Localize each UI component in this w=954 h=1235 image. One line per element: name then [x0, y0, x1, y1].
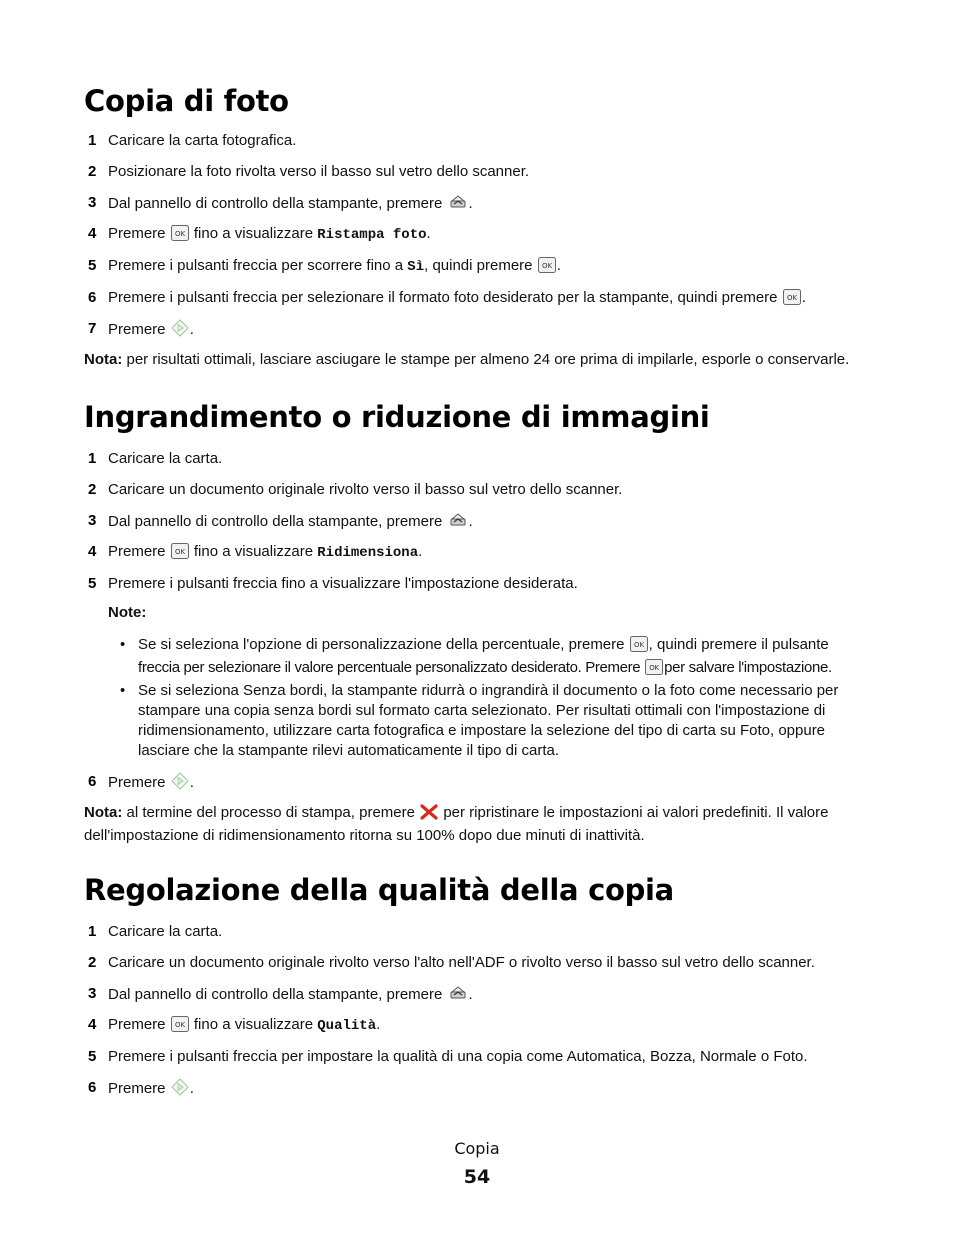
ok-button-icon [783, 289, 801, 311]
step-number: 4 [88, 1016, 97, 1033]
start-icon [171, 772, 189, 796]
section-title-copia-di-foto: Copia di foto [84, 84, 289, 118]
copy-icon [448, 984, 468, 1008]
step-number: 2 [88, 163, 97, 180]
ok-button-icon [645, 659, 663, 681]
step-number: 1 [88, 923, 97, 940]
step-number: 4 [88, 543, 97, 560]
svg-text:OK: OK [174, 230, 185, 238]
step-text: Premere i pulsanti freccia per scorrere fino a [108, 257, 404, 274]
step-text-end: . [426, 225, 431, 242]
step-text: Premere [108, 321, 166, 338]
step-text: Caricare la carta. [108, 923, 223, 940]
note [84, 803, 884, 846]
copy-icon [448, 193, 468, 217]
step-text: fino a visualizzare [193, 543, 314, 560]
bullet-text: Se si seleziona Senza bordi, la stampante ridurrà o ingrandirà il documento o la foto come necessario per stampare una copia senza bordi sul formato carta selezionato. Per risultati ottimali con l'impostazione di ridimensionamento, utilizzare carta fotografica e impostare la selezione del tipo di carta su Foto, oppure lasciare che la stampante rilevi automaticamente il tipo di carta. [138, 682, 839, 759]
footer-chapter-label: Copia [454, 1139, 500, 1158]
ok-button-icon [630, 636, 648, 658]
note-heading: Note: [108, 604, 147, 621]
step-text: Premere [108, 1016, 166, 1033]
step-text-end: . [468, 195, 473, 212]
start-icon [171, 319, 189, 343]
step-text: Premere i pulsanti freccia per impostare la qualità di una copia come Automatica, Bozza, Normale o Foto. [108, 1048, 808, 1065]
step-number: 5 [88, 257, 97, 274]
note-label: Nota: [84, 804, 123, 821]
step-text-end: . [418, 543, 423, 560]
display-text: Ristampa foto [317, 227, 427, 243]
step-text-end: . [376, 1016, 381, 1033]
bullet-text: Se si seleziona l'opzione di personalizzazione della percentuale, premere [138, 636, 625, 653]
step-text-end: . [468, 513, 473, 530]
section-title-ingrandimento: Ingrandimento o riduzione di immagini [84, 400, 710, 434]
step-text-end: . [801, 289, 806, 306]
display-text: Sì [407, 259, 425, 275]
step-number: 6 [88, 773, 97, 790]
bullet-dot: • [120, 636, 126, 653]
step-text: Premere [108, 543, 166, 560]
step-text-end: . [189, 321, 194, 338]
step-number: 6 [88, 1079, 97, 1096]
step-text: Dal pannello di controllo della stampante, premere [108, 513, 443, 530]
step-text: Caricare la carta. [108, 450, 223, 467]
step-number: 1 [88, 132, 97, 149]
bullet-dot: • [120, 682, 126, 699]
note [84, 350, 884, 370]
step-number: 4 [88, 225, 97, 242]
step-text: Caricare un documento originale rivolto verso l'alto nell'ADF o rivolto verso il basso sul vetro dello scanner. [108, 954, 815, 971]
svg-text:OK: OK [786, 294, 797, 302]
step-text: Premere [108, 1080, 166, 1097]
step-text-end: . [189, 774, 194, 791]
step-number: 5 [88, 1048, 97, 1065]
step-text: Premere i pulsanti freccia per selezionare il formato foto desiderato per la stampante, quindi premere [108, 289, 778, 306]
bullet-text: per salvare l'impostazione. [664, 659, 832, 676]
step-number: 3 [88, 985, 97, 1002]
bullet-text: , quindi premere il pulsante [648, 636, 829, 653]
step-text: Premere [108, 774, 166, 791]
note-text: per risultati ottimali, lasciare asciugare le stampe per almeno 24 ore prima di impilarle, esporle o conservarle. [126, 351, 850, 368]
section-title-regolazione-qualita: Regolazione della qualità della copia [84, 873, 674, 907]
step-text: Dal pannello di controllo della stampante, premere [108, 195, 443, 212]
start-icon [171, 1078, 189, 1102]
ok-button-icon [538, 257, 556, 279]
step-text-end: . [468, 986, 473, 1003]
bullet-text: freccia per selezionare il valore percentuale personalizzato desiderato. Premere [138, 659, 641, 676]
step-number: 5 [88, 575, 97, 592]
note-text: al termine del processo di stampa, premere [126, 804, 415, 821]
step-number: 2 [88, 481, 97, 498]
ok-button-icon [171, 225, 189, 247]
step-text-end: . [556, 257, 561, 274]
step-text: fino a visualizzare [193, 1016, 314, 1033]
page-number: 54 [463, 1166, 491, 1188]
cancel-icon [420, 804, 438, 826]
step-text: Premere [108, 225, 166, 242]
note-text: per ripristinare le impostazioni ai valori predefiniti. Il valore dell'impostazione di ridimensionamento ritorna su 100% dopo due minuti di inattività. [84, 804, 829, 844]
step-text: Premere i pulsanti freccia fino a visualizzare l'impostazione desiderata. [108, 575, 578, 592]
step-text: Caricare un documento originale rivolto verso il basso sul vetro dello scanner. [108, 481, 623, 498]
ok-button-icon [171, 543, 189, 565]
step-number: 1 [88, 450, 97, 467]
svg-text:OK: OK [649, 664, 659, 672]
step-text: , quindi premere [424, 257, 533, 274]
step-text: fino a visualizzare [193, 225, 314, 242]
step-number: 7 [88, 320, 97, 337]
svg-text:OK: OK [541, 262, 552, 270]
step-text: Caricare la carta fotografica. [108, 132, 297, 149]
copy-icon [448, 511, 468, 535]
svg-text:OK: OK [633, 641, 644, 649]
step-text: Posizionare la foto rivolta verso il basso sul vetro dello scanner. [108, 163, 530, 180]
step-number: 6 [88, 289, 97, 306]
svg-text:OK: OK [174, 1021, 185, 1029]
display-text: Qualità [317, 1018, 377, 1034]
step-number: 3 [88, 194, 97, 211]
step-number: 2 [88, 954, 97, 971]
display-text: Ridimensiona [317, 545, 419, 561]
step-text-end: . [189, 1080, 194, 1097]
ok-button-icon [171, 1016, 189, 1038]
svg-text:OK: OK [174, 548, 185, 556]
note-label: Nota: [84, 351, 123, 368]
step-number: 3 [88, 512, 97, 529]
step-text: Dal pannello di controllo della stampante, premere [108, 986, 443, 1003]
